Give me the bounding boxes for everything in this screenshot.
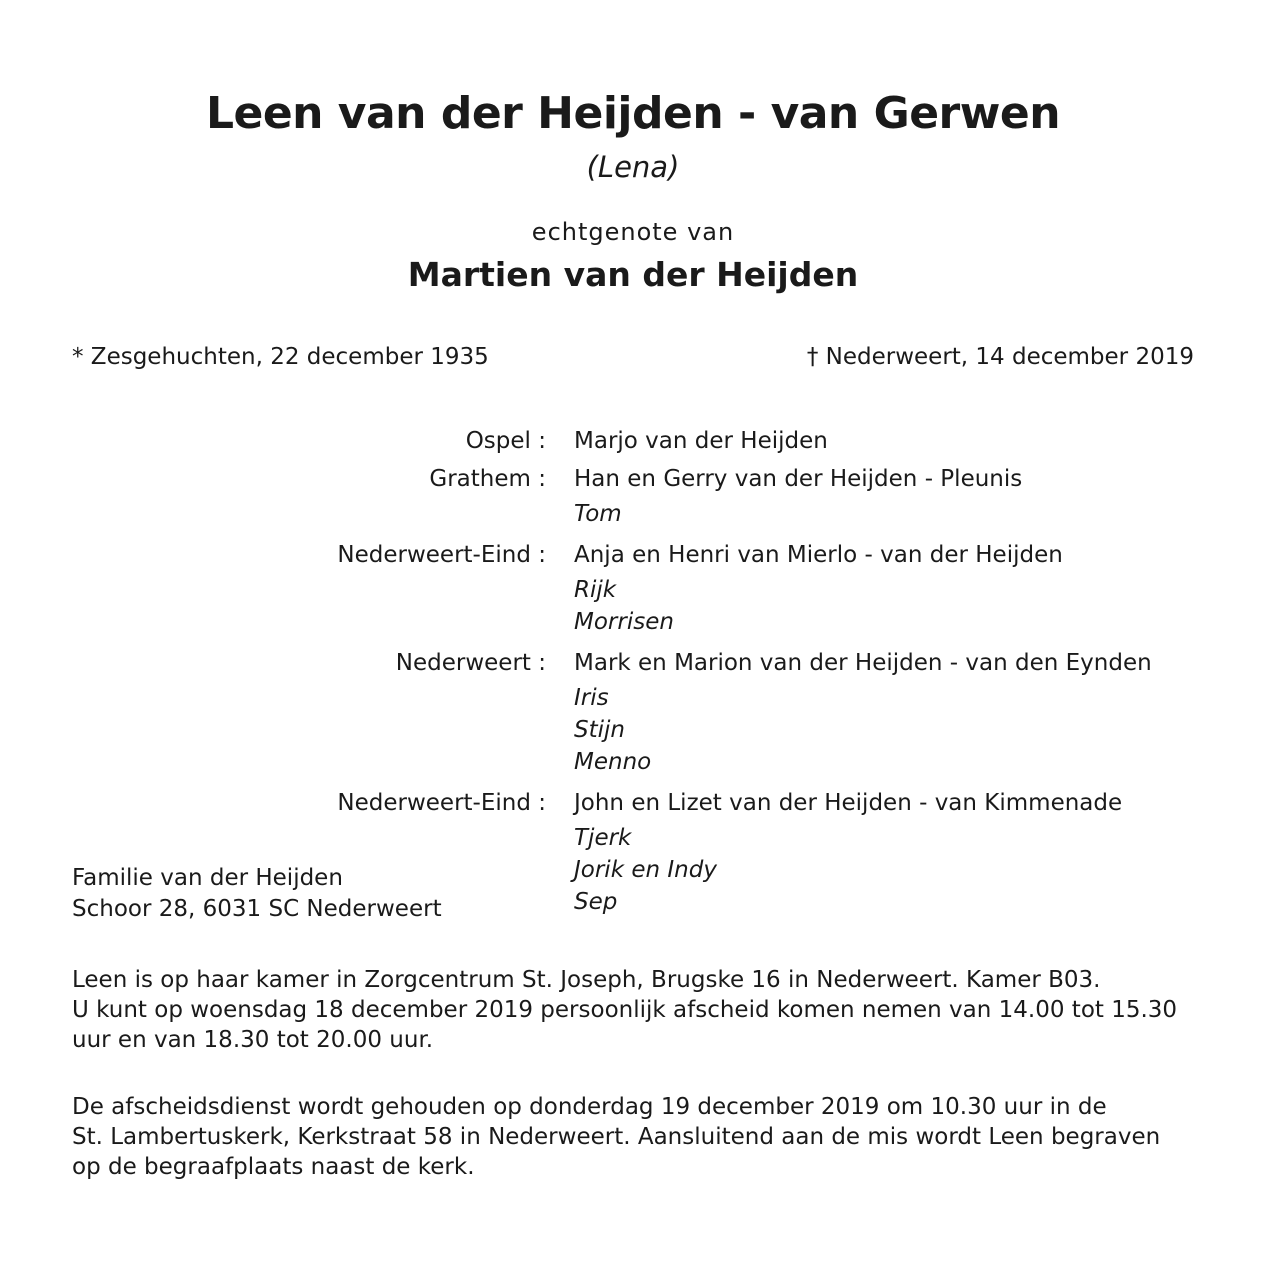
spouse-name: Martien van der Heijden (407, 255, 859, 294)
family-member: Jorik en Indy (574, 857, 717, 883)
contact-address (72, 863, 442, 925)
family-head: John en Lizet van der Heijden - van Kimmenade (574, 790, 1123, 816)
family-row (0, 644, 1266, 784)
family-member: Morrisen (574, 609, 674, 635)
family-head: Marjo van der Heijden (574, 428, 828, 454)
family-member: Rijk (574, 577, 617, 603)
relation-label: echtgenote van (531, 218, 735, 246)
paragraph-line: De afscheidsdienst wordt gehouden op donderdag 19 december 2019 om 10.30 uur in de (72, 1094, 1107, 1120)
birth-date: * Zesgehuchten, 22 december 1935 (72, 344, 489, 370)
family-place: Nederweert-Eind : (337, 790, 546, 816)
family-names (574, 422, 1266, 460)
family-names (574, 644, 1266, 784)
death-date: † Nederweert, 14 december 2019 (806, 344, 1194, 370)
paragraph-line: op de begraafplaats naast de kerk. (72, 1154, 475, 1180)
family-head: Anja en Henri van Mierlo - van der Heijden (574, 542, 1063, 568)
family-place: Nederweert-Eind : (337, 542, 546, 568)
family-head: Han en Gerry van der Heijden - Pleunis (574, 466, 1023, 492)
family-head: Mark en Marion van der Heijden - van den Eynden (574, 650, 1152, 676)
family-member: Stijn (574, 717, 625, 743)
family-place: Grathem : (429, 466, 546, 492)
visitation-paragraph (72, 965, 1202, 1055)
family-names (574, 784, 1266, 924)
family-row (0, 536, 1266, 644)
family-place: Nederweert : (395, 650, 546, 676)
family-member: Iris (574, 685, 609, 711)
family-list (0, 422, 1266, 924)
family-row (0, 422, 1266, 460)
paragraph-line: St. Lambertuskerk, Kerkstraat 58 in Nederweert. Aansluitend aan de mis wordt Leen begraven (72, 1124, 1161, 1150)
deceased-nickname: (Lena) (586, 150, 680, 184)
paragraph-line: U kunt op woensdag 18 december 2019 persoonlijk afscheid komen nemen van 14.00 tot 15.30 (72, 997, 1178, 1023)
paragraph-line: uur en van 18.30 tot 20.00 uur. (72, 1027, 434, 1053)
family-member: Tjerk (574, 825, 632, 851)
family-names (574, 536, 1266, 644)
contact-family-name: Familie van der Heijden (72, 865, 343, 891)
family-member: Sep (574, 889, 618, 915)
service-paragraph (72, 1092, 1202, 1182)
paragraph-line: Leen is op haar kamer in Zorgcentrum St. Joseph, Brugske 16 in Nederweert. Kamer B03. (72, 967, 1101, 993)
contact-address-line: Schoor 28, 6031 SC Nederweert (72, 896, 442, 922)
family-row (0, 460, 1266, 536)
deceased-name: Leen van der Heijden - van Gerwen (205, 88, 1061, 139)
family-member: Tom (574, 501, 622, 527)
family-names (574, 460, 1266, 536)
family-member: Menno (574, 749, 652, 775)
family-place: Ospel : (465, 428, 546, 454)
